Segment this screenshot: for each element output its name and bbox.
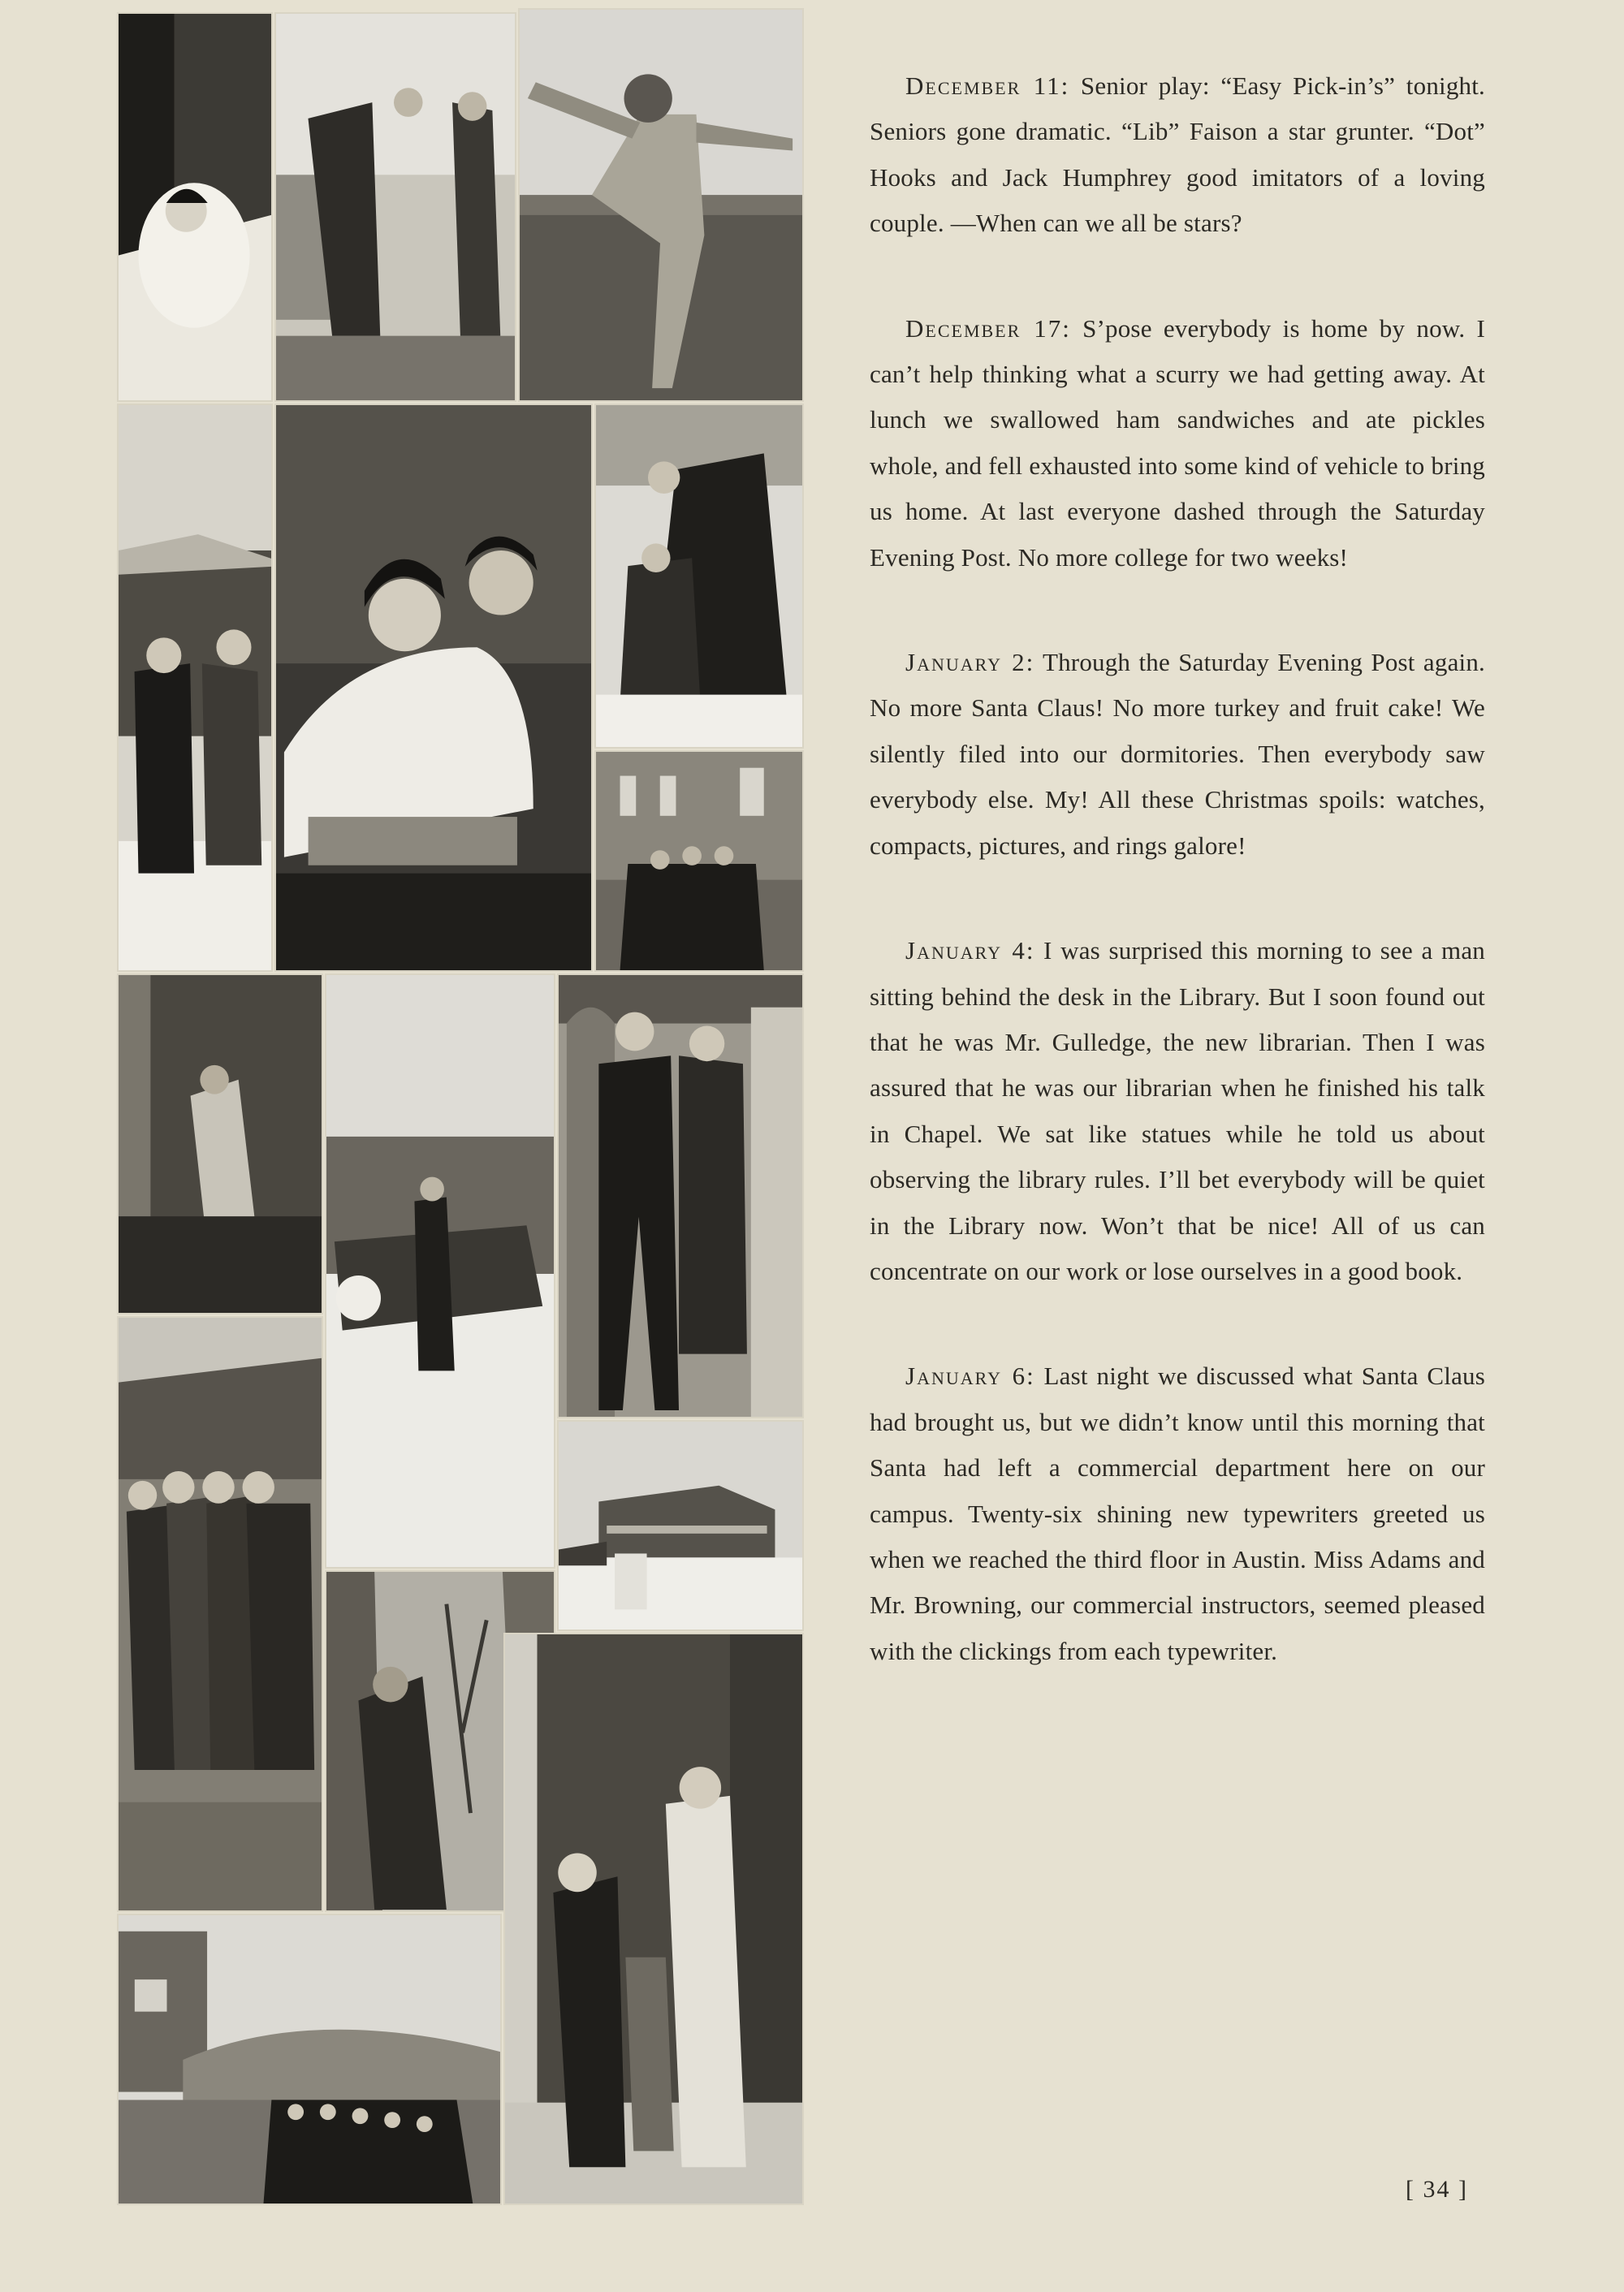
photo-boys-on-bricks — [274, 12, 516, 402]
photo-two-girls-by-brick-wall — [503, 1633, 804, 2205]
diary-entry-january-2 — [870, 640, 1485, 869]
photo-woman-lying-in-snow — [117, 12, 273, 402]
photo-four-girls — [117, 1316, 323, 1912]
entry-text: I was surprised this morning to see a man sitting behind the desk in the Library. But I soon found out that he was Mr. Gulledge, the new librarian. Then I was assured that he was our librarian when he finished his talk in Chapel. We sat like statues while he told us about observing the library rules. I’ll bet everybody will be quiet in the Library now. Won’t that be nice! All of us can concentrate on our work or lose ourselves in a good book. — [870, 936, 1486, 1285]
photo-two-girls-in-snow — [117, 404, 273, 972]
page-number: [ 34 ] — [1406, 2176, 1468, 2203]
entry-date: January 4: — [905, 936, 1035, 965]
diary-entry-january-4 — [870, 928, 1485, 1294]
photo-campus-building-winter — [557, 1420, 804, 1631]
entry-date: January 6: — [905, 1362, 1035, 1391]
entry-date: December 17: — [905, 313, 1071, 343]
photo-person-among-trees — [117, 973, 323, 1314]
photo-group-by-building — [594, 750, 804, 972]
diary-entry-december-17 — [870, 306, 1485, 581]
entry-date: January 2: — [905, 648, 1035, 677]
photo-couple-under-arches — [557, 973, 804, 1418]
photo-man-in-snowy-street — [325, 973, 555, 1569]
entry-text: Through the Saturday Evening Post again. No more Santa Claus! No more turkey and fruit cake! We silently filed into our dormitories. Then everybody saw everybody else. My! All these Christmas spoils: watches, compacts, pictures, and rings galore! — [870, 648, 1485, 860]
photo-football-player-kicking — [518, 8, 804, 402]
photo-graduation-procession — [117, 1914, 502, 2205]
diary-entry-december-11 — [870, 63, 1485, 247]
entry-text: Senior play: “Easy Pick-in’s” tonight. Seniors gone dramatic. “Lib” Faison a star grunter. “Dot” Hooks and Jack Humphrey good imitators of a loving couple. —When can we all be stars? — [870, 71, 1485, 238]
entry-date: December 11: — [905, 71, 1070, 100]
photo-girls-bent-in-snow — [594, 404, 804, 749]
diary-text-column — [870, 63, 1485, 1733]
entry-text: Last night we discussed what Santa Claus had brought us, but we didn’t know until this morning that Santa had left a commercial department here on our campus. Twenty-six shining new typewriters greeted us when we reached the third floor in Austin. Miss Adams and Mr. Browning, our commercial instructors, seemed pleased with the clickings from each typewriter. — [870, 1362, 1486, 1665]
entry-text: S’pose everybody is home by now. I can’t help thinking what a scurry we had getting away. At lunch we swallowed ham sandwiches and ate pickles whole, and fell exhausted into some kind of vehicle to bring us home. At last everyone dashed through the Saturday Evening Post. No more college for two weeks! — [870, 313, 1485, 572]
photo-girl-at-sewing-box — [274, 404, 593, 972]
diary-entry-january-6 — [870, 1353, 1485, 1674]
